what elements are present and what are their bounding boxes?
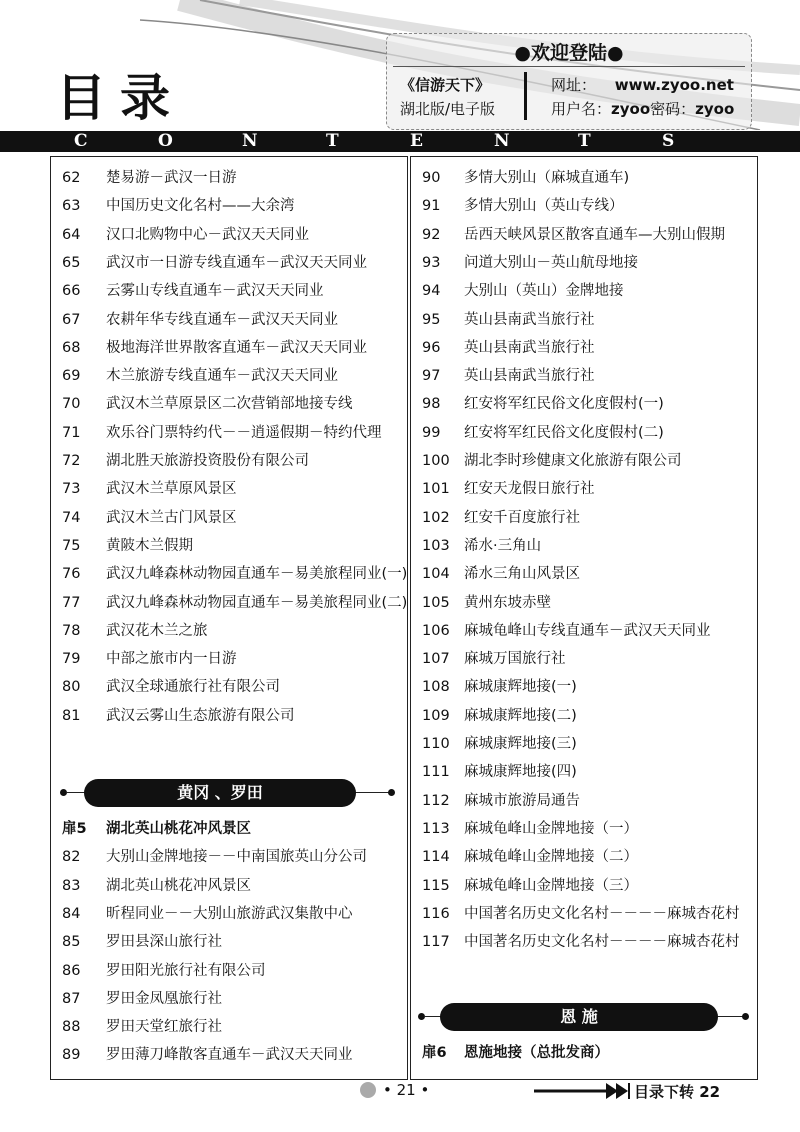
toc-page-number: 90 <box>422 170 441 186</box>
toc-entry-title: 武汉云雾山生态旅游有限公司 <box>106 707 295 724</box>
user-value: zyoo <box>611 100 651 118</box>
toc-entry-title: 中国著名历史文化名村－－－－麻城杏花村 <box>464 905 740 922</box>
site-info <box>551 74 734 95</box>
toc-page-number: 107 <box>422 651 450 668</box>
toc-entry-title: 红安将军红民俗文化度假村(二) <box>464 424 664 441</box>
toc-page-number: 71 <box>62 424 81 441</box>
toc-entry-title: 黄陂木兰假期 <box>106 537 193 554</box>
toc-entry-title: 罗田县深山旅行社 <box>106 934 222 951</box>
toc-entry-title: 云雾山专线直通车－武汉天天同业 <box>106 283 324 300</box>
toc-entry-title: 麻城万国旅行社 <box>464 651 566 668</box>
toc-entry-title: 汉口北购物中心－武汉天天同业 <box>106 226 309 243</box>
toc-entry-title: 大别山（英山）金牌地接 <box>464 283 624 300</box>
toc-entry-title: 欢乐谷门票特约代－－逍遥假期－特约代理 <box>106 424 382 441</box>
toc-page-number: 93 <box>422 254 441 271</box>
login-title: ●欢迎登陆● <box>514 42 624 64</box>
toc-entry-title: 罗田薄刀峰散客直通车－武汉天天同业 <box>106 1047 353 1064</box>
login-divider <box>393 66 745 67</box>
toc-page-number: 81 <box>62 707 81 724</box>
toc-entry-title: 极地海洋世界散客直通车－武汉天天同业 <box>106 339 367 356</box>
toc-page-number: 75 <box>62 537 81 554</box>
site-link[interactable]: www.zyoo.net <box>614 76 734 94</box>
toc-page-number: 79 <box>62 651 81 668</box>
toc-entry-title: 大别山金牌地接－－中南国旅英山分公司 <box>106 849 367 866</box>
toc-page-number: 67 <box>62 311 81 328</box>
next-page-link[interactable]: 目录下转 22 <box>634 1083 721 1101</box>
toc-page-number: 108 <box>422 679 450 696</box>
toc-entry-title: 湖北胜天旅游投资股份有限公司 <box>106 453 309 469</box>
toc-entry-title: 红安将军红民俗文化度假村(一) <box>464 396 664 413</box>
toc-entry-title: 问道大别山－英山航母地接 <box>464 254 638 271</box>
toc-page-number: 80 <box>62 679 81 696</box>
toc-page-number: 68 <box>62 339 81 356</box>
toc-entry-title: 红安天龙假日旅行社 <box>464 481 595 498</box>
contents-banner <box>0 131 800 152</box>
contents-letter: T <box>578 131 591 151</box>
toc-entry-title: 红安千百度旅行社 <box>464 509 580 526</box>
toc-page-number: 73 <box>62 481 81 498</box>
brand-name: 《信游天下》 <box>400 76 491 94</box>
toc-entry-title: 罗田天堂红旅行社 <box>106 1019 222 1036</box>
toc-entry-title: 黄州东坡赤壁 <box>464 594 551 611</box>
toc-page-number: 105 <box>422 594 450 611</box>
toc-entry-title: 麻城康辉地接(二) <box>464 707 577 724</box>
toc-page-number: 83 <box>62 877 81 894</box>
toc-entry-title: 木兰旅游专线直通车－武汉天天同业 <box>106 368 338 385</box>
toc-entry-title: 浠水三角山风景区 <box>464 566 580 583</box>
toc-page-number: 62 <box>62 170 81 186</box>
toc-page-number: 114 <box>422 849 450 866</box>
toc-page-number: 70 <box>62 396 81 413</box>
toc-page-number: 66 <box>62 283 81 300</box>
toc-page-number: 110 <box>422 736 450 752</box>
user-label: 用户名： <box>551 100 612 118</box>
toc-entry-title: 武汉九峰森林动物园直通车－易美旅程同业(二) <box>106 594 408 611</box>
contents-letter: N <box>242 131 258 151</box>
toc-entry-title: 罗田金凤凰旅行社 <box>106 990 222 1007</box>
page-number: • 21 • <box>383 1081 430 1099</box>
toc-entry-title: 武汉全球通旅行社有限公司 <box>106 679 280 696</box>
toc-page-number: 89 <box>62 1047 81 1064</box>
toc-page-number: 98 <box>422 396 441 413</box>
toc-entry-title: 麻城康辉地接(一) <box>464 679 577 696</box>
toc-entry-title: 武汉木兰草原风景区 <box>106 481 237 498</box>
contents-letter: O <box>158 131 173 151</box>
toc-page-number: 111 <box>422 764 450 781</box>
toc-page-number: 101 <box>422 481 450 498</box>
toc-page-number: 88 <box>62 1019 81 1036</box>
toc-page-number: 99 <box>422 424 441 441</box>
toc-page-number: 85 <box>62 934 81 951</box>
toc-entry-title: 多情大别山（麻城直通车) <box>464 170 630 186</box>
toc-page-number: 78 <box>62 622 81 639</box>
toc-entry-title: 多情大别山（英山专线） <box>464 198 624 215</box>
toc-page-number: 116 <box>422 905 450 922</box>
toc-entry-title: 麻城市旅游局通告 <box>464 792 580 809</box>
toc-page-number: 69 <box>62 368 81 385</box>
toc-page-number: 84 <box>62 905 81 922</box>
toc-entry-title: 武汉花木兰之旅 <box>106 622 208 639</box>
contents-letter: N <box>494 131 510 151</box>
contents-letter: E <box>410 131 423 151</box>
site-label: 网址： <box>551 76 597 94</box>
section-header-enshi <box>418 1003 752 1031</box>
edition-label: 湖北版/电子版 <box>400 100 496 118</box>
toc-entry-title: 麻城龟峰山金牌地接（二） <box>464 849 638 866</box>
toc-page-number: 扉5 <box>62 821 87 837</box>
toc-entry-title: 武汉木兰草原景区二次营销部地接专线 <box>106 396 353 413</box>
toc-entry-title: 罗田阳光旅行社有限公司 <box>106 962 266 979</box>
toc-entry-title: 湖北英山桃花冲风景区 <box>106 821 251 837</box>
toc-page-number: 65 <box>62 254 81 271</box>
toc-page-number: 96 <box>422 339 441 356</box>
contents-letter: S <box>662 131 675 151</box>
section-title: 恩 施 <box>440 1003 718 1031</box>
user-info <box>551 98 734 119</box>
toc-entry-title: 浠水·三角山 <box>464 537 542 554</box>
toc-page-number: 74 <box>62 509 81 526</box>
toc-entry-title: 麻城龟峰山金牌地接（三） <box>464 877 638 894</box>
toc-page-number: 扉6 <box>422 1045 447 1061</box>
toc-page-number: 87 <box>62 990 81 1007</box>
toc-entry-title: 岳西天峡风景区散客直通车—大别山假期 <box>464 226 725 243</box>
toc-page-number: 63 <box>62 198 81 215</box>
toc-page-number: 100 <box>422 453 450 469</box>
bullet-icon <box>742 1013 749 1020</box>
toc-page-number: 72 <box>62 453 81 469</box>
toc-page-number: 112 <box>422 792 450 809</box>
toc-page-number: 109 <box>422 707 450 724</box>
toc-page-number: 91 <box>422 198 441 215</box>
toc-entry-title: 麻城康辉地接(三) <box>464 736 577 752</box>
toc-entry-title: 湖北李时珍健康文化旅游有限公司 <box>464 453 682 469</box>
toc-entry-title: 楚易游－武汉一日游 <box>106 170 237 186</box>
toc-entry-title: 麻城康辉地接(四) <box>464 764 577 781</box>
password-value: zyoo <box>695 100 735 118</box>
toc-page-number: 95 <box>422 311 441 328</box>
toc-entry-title: 湖北英山桃花冲风景区 <box>106 877 251 894</box>
toc-page-number: 82 <box>62 849 81 866</box>
toc-page-number: 106 <box>422 622 450 639</box>
toc-entry-title: 麻城龟峰山金牌地接（一） <box>464 820 638 837</box>
toc-entry-title: 武汉市一日游专线直通车－武汉天天同业 <box>106 254 367 271</box>
toc-entry-title: 中部之旅市内一日游 <box>106 651 237 668</box>
toc-page-number: 115 <box>422 877 450 894</box>
toc-entry-title: 英山县南武当旅行社 <box>464 339 595 356</box>
toc-entry-title: 武汉九峰森林动物园直通车－易美旅程同业(一) <box>106 566 408 583</box>
contents-letter: T <box>326 131 339 151</box>
toc-page-number: 104 <box>422 566 450 583</box>
toc-entry-title: 昕程同业－－大别山旅游武汉集散中心 <box>106 905 353 922</box>
contents-letter: C <box>74 131 88 151</box>
toc-entry-title: 麻城龟峰山专线直通车－武汉天天同业 <box>464 622 711 639</box>
bullet-icon <box>388 789 395 796</box>
password-label: 密码： <box>650 100 696 118</box>
toc-entry-title: 武汉木兰古门风景区 <box>106 509 237 526</box>
toc-page-number: 102 <box>422 509 450 526</box>
toc-page-number: 103 <box>422 537 450 554</box>
page-title: 目录 <box>56 69 184 127</box>
toc-page-number: 64 <box>62 226 81 243</box>
section-header-huanggang <box>60 779 400 807</box>
toc-page-number: 86 <box>62 962 81 979</box>
toc-page-number: 117 <box>422 934 450 951</box>
toc-page-number: 76 <box>62 566 81 583</box>
toc-page-number: 92 <box>422 226 441 243</box>
toc-page-number: 97 <box>422 368 441 385</box>
toc-entry-title: 中国历史文化名村——大余湾 <box>106 198 295 215</box>
arrow-right-icon <box>534 1082 630 1100</box>
login-separator <box>524 72 527 120</box>
toc-entry-title: 农耕年华专线直通车－武汉天天同业 <box>106 311 338 328</box>
toc-entry-title: 英山县南武当旅行社 <box>464 368 595 385</box>
toc-entry-title: 恩施地接（总批发商） <box>464 1045 609 1061</box>
toc-entry-title: 英山县南武当旅行社 <box>464 311 595 328</box>
toc-page-number: 77 <box>62 594 81 611</box>
toc-page-number: 94 <box>422 283 441 300</box>
section-title: 黄冈 、罗田 <box>84 779 356 807</box>
toc-entry-title: 中国著名历史文化名村－－－－麻城杏花村 <box>464 934 740 951</box>
page-badge-icon <box>360 1082 376 1098</box>
toc-page-number: 113 <box>422 820 450 837</box>
